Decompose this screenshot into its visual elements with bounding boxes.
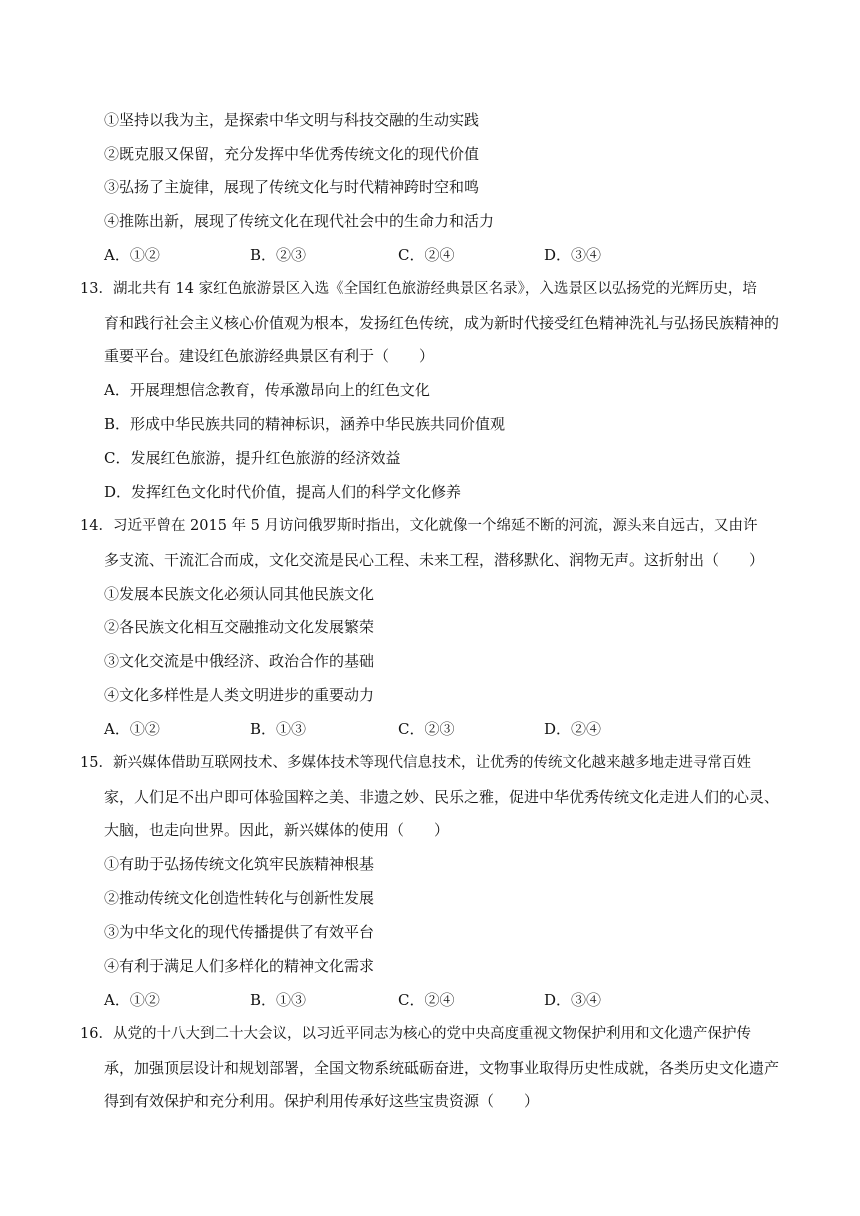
q15-choice-a[interactable]: A．①②	[104, 991, 160, 1009]
q14-item-4: ④文化多样性是人类文明进步的重要动力	[104, 686, 375, 704]
q12-item-1: ①坚持以我为主，是探索中华文明与科技交融的生动实践	[104, 111, 480, 129]
q15-item-2: ②推动传统文化创造性转化与创新性发展	[104, 889, 375, 907]
q14-choice-d[interactable]: D．②④	[544, 720, 602, 738]
q13-stem-line-3: 重要平台。建设红色旅游经典景区有利于（ ）	[104, 347, 435, 365]
q15-choice-d[interactable]: D．③④	[544, 991, 602, 1009]
q15-choices	[104, 990, 784, 1010]
q16-stem-line-2: 承，加强顶层设计和规划部署，全国文物系统砥砺奋进，文物事业取得历史性成就，各类历史文化遗产	[104, 1059, 780, 1077]
q14-choice-a[interactable]: A．①②	[104, 720, 160, 738]
q12-choice-c[interactable]: C．②④	[398, 246, 455, 264]
q13-option-a[interactable]: A．开展理想信念教育，传承激昂向上的红色文化	[104, 381, 430, 399]
q12-choices	[104, 245, 784, 265]
q14-choice-c[interactable]: C．②③	[398, 720, 455, 738]
q12-choice-b[interactable]: B．②③	[250, 246, 307, 264]
q16-stem-line-3: 得到有效保护和充分利用。保护利用传承好这些宝贵资源（ ）	[104, 1092, 540, 1110]
q14-choice-b[interactable]: B．①③	[250, 720, 307, 738]
q15-stem-line-3: 大脑，也走向世界。因此，新兴媒体的使用（ ）	[104, 821, 450, 839]
q12-choice-a[interactable]: A．①②	[104, 246, 160, 264]
q15-item-1: ①有助于弘扬传统文化筑牢民族精神根基	[104, 855, 375, 873]
q14-item-1: ①发展本民族文化必须认同其他民族文化	[104, 585, 375, 603]
q14-item-2: ②各民族文化相互交融推动文化发展繁荣	[104, 618, 375, 636]
q12-choice-d[interactable]: D．③④	[544, 246, 602, 264]
q12-item-4: ④推陈出新，展现了传统文化在现代社会中的生命力和活力	[104, 212, 495, 230]
q13-option-d[interactable]: D．发挥红色文化时代价值，提高人们的科学文化修养	[104, 483, 462, 501]
q12-item-2: ②既克服又保留，充分发挥中华优秀传统文化的现代价值	[104, 145, 480, 163]
q14-stem-line-2: 多支流、干流汇合而成，文化交流是民心工程、未来工程，潜移默化、润物无声。这折射出（ ）	[104, 551, 765, 569]
q15-item-3: ③为中华文化的现代传播提供了有效平台	[104, 923, 375, 941]
q15-stem-line-2: 家，人们足不出户即可体验国粹之美、非遗之妙、民乐之雅，促进中华优秀传统文化走进人们的心灵、	[104, 788, 780, 806]
q15-choice-b[interactable]: B．①③	[250, 991, 307, 1009]
q15-item-4: ④有利于满足人们多样化的精神文化需求	[104, 957, 375, 975]
q15-choice-c[interactable]: C．②④	[398, 991, 455, 1009]
q14-stem-line-1: 14．习近平曾在 2015 年 5 月访问俄罗斯时指出，文化就像一个绵延不断的河流，源头来自远古，又由许	[80, 518, 758, 534]
q12-item-3: ③弘扬了主旋律，展现了传统文化与时代精神跨时空和鸣	[104, 178, 480, 196]
q13-option-b[interactable]: B．形成中华民族共同的精神标识，涵养中华民族共同价值观	[104, 415, 506, 433]
q14-choices	[104, 719, 784, 739]
q13-stem-line-2: 育和践行社会主义核心价值观为根本，发扬红色传统，成为新时代接受红色精神洗礼与弘扬民族精神的	[104, 314, 780, 332]
q13-stem-line-1: 13．湖北共有 14 家红色旅游景区入选《全国红色旅游经典景区名录》，入选景区以弘扬党的光辉历史，培	[80, 281, 757, 297]
q14-item-3: ③文化交流是中俄经济、政治合作的基础	[104, 652, 375, 670]
q13-option-c[interactable]: C．发展红色旅游，提升红色旅游的经济效益	[104, 449, 401, 467]
q15-stem-line-1: 15．新兴媒体借助互联网技术、多媒体技术等现代信息技术，让优秀的传统文化越来越多地走进寻常百姓	[80, 755, 751, 771]
q16-stem-line-1: 16．从党的十八大到二十大会议，以习近平同志为核心的党中央高度重视文物保护利用和文化遗产保护传	[80, 1026, 751, 1042]
